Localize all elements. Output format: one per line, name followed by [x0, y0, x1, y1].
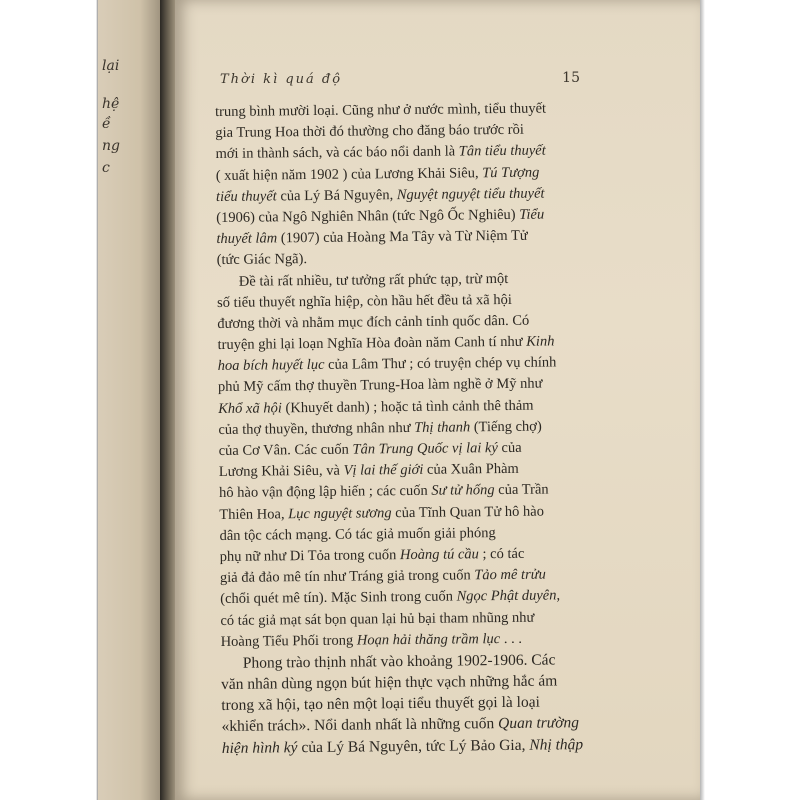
italic-title: Vị lai thế giới — [343, 462, 424, 479]
text-run: văn nhân dùng ngọn bút hiện thực vạch những hắc ám — [221, 672, 558, 694]
left-page-fragment: lại — [102, 58, 120, 74]
text-run: mới in thành sách, và các báo nổi danh là — [215, 143, 459, 163]
body-text — [215, 97, 660, 758]
text-run: của Xuân Phàm — [423, 461, 519, 479]
text-run: (Tiếng chợ) — [470, 418, 542, 436]
page-number: 15 — [562, 70, 580, 86]
italic-title: Tảo mê trửu — [474, 566, 546, 584]
running-head: Thời kì quá độ — [220, 72, 343, 87]
italic-title: Nhị thập — [529, 735, 584, 754]
text-run: Phong trào thịnh nhất vào khoảng 1902-1906. Các — [242, 651, 556, 672]
left-page-edge — [98, 0, 168, 800]
text-run: Hoàng Tiểu Phối trong — [220, 632, 357, 650]
text-run: «khiển trách». Nổi danh nhất là những cuốn — [221, 715, 499, 736]
text-run: trung bình mười loại. Cũng như ở nước mình, tiểu thuyết — [215, 100, 547, 120]
text-run: (chổi quét mê tín). Mặc Sinh trong cuốn — [220, 588, 457, 608]
text-run: của Cơ Vân. Các cuốn — [218, 441, 353, 459]
text-run: có tác giả mạt sát bọn quan lại hủ bại tham nhũng như — [220, 609, 535, 629]
text-run: phủ Mỹ cấm thợ thuyền Trung-Hoa làm nghề ở Mỹ như — [217, 376, 543, 396]
italic-title: Ngọc Phật duyên — [456, 587, 557, 605]
left-page-fragment: hệ — [102, 96, 120, 112]
italic-title: Quan trường — [498, 714, 580, 733]
italic-title: Tiểu — [519, 206, 545, 223]
text-run: (1906) của Ngô Nghiên Nhân (tức Ngô Ốc Nghiêu) — [216, 206, 520, 226]
text-run: gia Trung Hoa thời đó thường cho đăng báo trước rồi — [215, 121, 524, 142]
text-run: giả đả đảo mê tín như Tráng giả trong cuốn — [219, 567, 475, 587]
text-run: của Trần — [494, 481, 549, 499]
text-run: (tức Giác Ngã). — [216, 251, 308, 269]
italic-title: Hoạn hải thăng trầm lục — [356, 630, 501, 649]
text-run: Lương Khải Siêu, và — [218, 462, 344, 481]
italic-title: tiểu thuyết — [215, 188, 277, 205]
italic-title: Tú Tượng — [482, 164, 540, 181]
italic-title: thuyết lâm — [216, 230, 278, 248]
left-page-fragment: c — [102, 160, 110, 176]
left-page-fragment: ng — [102, 138, 120, 154]
text-run: ; có tác — [478, 545, 525, 563]
text-run: (1907) của Hoàng Ma Tây và Từ Niệm Tử — [277, 227, 528, 247]
text-run: số tiểu thuyết nghĩa hiệp, còn hầu hết đều tả xã hội — [217, 291, 512, 311]
text-run: của Tĩnh Quan Tử hô hào — [391, 503, 544, 521]
text-run: phụ nữ như Di Tỏa trong cuốn — [219, 547, 401, 565]
text-run: của Lâm Thư ; có truyện chép vụ chính — [324, 354, 557, 374]
italic-title: hoa bích huyết lục — [217, 357, 325, 375]
left-page-fragment: ề — [102, 116, 111, 132]
text-run: của Lý Bá Nguyên, — [276, 186, 397, 205]
text-run: , — [556, 587, 561, 604]
text-run: trong xã hội, tạo nên một loại tiểu thuyết gọi là loại — [221, 693, 540, 715]
text-run: hô hào vận động lập hiến ; các cuốn — [219, 483, 432, 502]
text-run: dân tộc cách mạng. Có tác giả muốn giải phóng — [219, 524, 496, 544]
text-run: ( xuất hiện năm 1902 ) của Lương Khải Siêu, — [215, 164, 483, 184]
italic-title: Tân tiểu thuyết — [458, 142, 546, 160]
italic-title: Lục nguyệt sương — [288, 504, 392, 522]
italic-title: Tân Trung Quốc vị lai ký — [352, 440, 498, 458]
italic-title: Nguyệt nguyệt tiểu thuyết — [396, 185, 545, 203]
italic-title: Thị thanh — [414, 419, 471, 436]
italic-title: Kinh — [526, 333, 555, 350]
italic-title: Hoàng tú cầu — [399, 546, 479, 564]
italic-title: hiện hình ký — [221, 738, 298, 757]
text-run: của Lý Bá Nguyên, tức Lý Bảo Gia, — [297, 736, 530, 756]
text-run: . . . — [500, 630, 523, 647]
text-run: truyện ghi lại loạn Nghĩa Hòa đoàn năm Canh tí như — [217, 333, 527, 354]
page-header — [220, 72, 580, 92]
text-run: đương thời và nhằm mục đích cảnh tỉnh quốc dân. Có — [217, 312, 530, 332]
text-run: của thợ thuyền, thương nhân như — [218, 419, 415, 438]
text-run: Đề tài rất nhiều, tư tưởng rất phức tạp, trừ một — [238, 270, 509, 290]
text-run: (Khuyết danh) ; hoặc tả tình cảnh thê thảm — [281, 397, 534, 416]
italic-title: Khổ xã hội — [218, 399, 282, 417]
italic-title: Sư tử hống — [431, 482, 495, 500]
text-run: Thiên Hoa, — [219, 505, 289, 523]
text-run: của — [497, 439, 522, 457]
